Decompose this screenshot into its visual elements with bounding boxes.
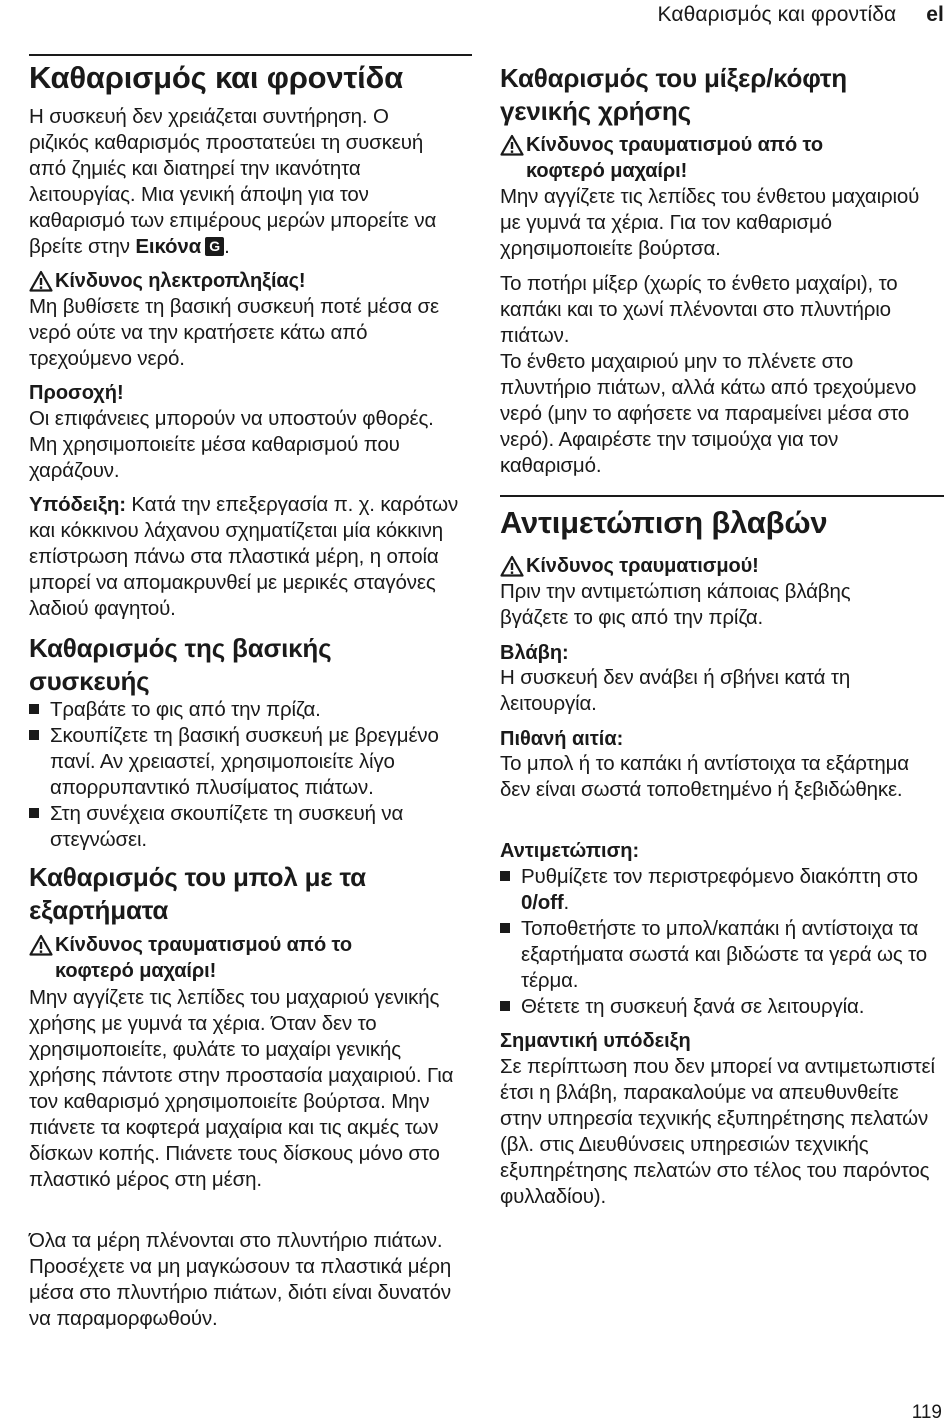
list-item: Ρυθμίζετε τον περιστρεφόμενο διακόπτη στο 0/off. — [500, 864, 944, 916]
running-header — [658, 3, 944, 27]
bullet-square-icon — [29, 801, 50, 853]
figure-reference: Εικόνα — [135, 235, 202, 258]
attention-label: Προσοχή! — [29, 382, 124, 404]
list-item: Τραβάτε το φις από την πρίζα. — [29, 697, 472, 723]
hint-text: Κατά την επεξεργασία π. χ. καρότων και κόκκινου λάχανου σχηματίζεται μία κόκκινη επίστρωση πάνω στα πλαστικά μέρη, η οποία μπορεί να απομακρυνθεί με μερικές σταγόνες λαδιού φαγητού. — [29, 493, 459, 620]
intro-end: . — [224, 235, 230, 258]
intro-paragraph — [29, 104, 449, 260]
warning-triangle-icon — [500, 555, 526, 577]
running-title: Καθαρισμός και φροντίδα — [657, 3, 897, 26]
bullet-square-icon — [500, 916, 521, 994]
list-item: Τοποθετήστε το μπολ/καπάκι ή αντίστοιχα τα εξαρτήματα σωστά και βιδώστε τα γερά ως το τέρμα. — [500, 916, 944, 994]
list-item: Στη συνέχεια σκουπίζετε τη συσκευή να στεγνώσει. — [29, 801, 472, 853]
warning-triangle-icon — [29, 270, 55, 292]
warning-injury — [500, 553, 944, 579]
warning-knife — [29, 932, 429, 984]
dishwasher-paragraph: Όλα τα μέρη πλένονται στο πλυντήριο πιάτων. Προσέχετε να μη μαγκώσουν τα πλαστικά μέρη μέσα στο πλυντήριο πιάτων, διότι είναι δυνατόν να παραμορφωθούν. — [29, 1229, 452, 1330]
hint-label: Υπόδειξη: — [29, 493, 126, 516]
attention-text: Οι επιφάνειες μπορούν να υποστούν φθορές. Μη χρησιμοποιείτε μέσα καθαρισμού που χαράζουν. — [29, 407, 434, 482]
fault-text: Η συσκευή δεν ανάβει ή σβήνει κατά τη λειτουργία. — [500, 666, 851, 715]
important-text: Σε περίπτωση που δεν μπορεί να αντιμετωπιστεί έτσι η βλάβη, παρακαλούμε να απευθυνθείτε στην υπηρεσία τεχνικής εξυπηρέτησης πελατών (βλ. στις Διευθύνσεις υπηρεσιών τεχνικής εξυπηρέτησης πελατών στο τέλος του παρόντος φυλλαδίου). — [500, 1055, 935, 1208]
warning-triangle-icon — [29, 934, 55, 956]
warning-electric-text: Μη βυθίσετε τη βασική συσκευή ποτέ μέσα σε νερό ούτε να την κρατήσετε κάτω από τρεχούμενο νερό. — [29, 295, 439, 370]
heading-bowl-cleaning: Καθαρισμός του μπολ με τα εξαρτήματα — [29, 862, 366, 925]
warning-title: Κίνδυνος τραυματισμού! — [526, 555, 759, 577]
list-item: Θέτετε τη συσκευή ξανά σε λειτουργία. — [500, 994, 944, 1020]
fault-label: Βλάβη: — [500, 642, 569, 664]
page-number: 119 — [911, 1402, 942, 1423]
warning-knife-mixer-text: Μην αγγίζετε τις λεπίδες του ένθετου μαχαιριού με γυμνά τα χέρια. Για τον καθαρισμό χρησιμοποιείτε βούρτσα. — [500, 185, 920, 260]
right-section-rule — [500, 495, 944, 497]
warning-triangle-icon — [500, 134, 526, 156]
warning-injury-text: Πριν την αντιμετώπιση κάποιας βλάβης βγάζετε το φις από την πρίζα. — [500, 580, 851, 629]
mixer-paragraph-1: Το ποτήρι μίξερ (χωρίς το ένθετο μαχαίρι), το καπάκι και το χωνί πλένονται στο πλυντήριο πιάτων. — [500, 272, 898, 347]
base-unit-steps — [29, 697, 472, 853]
section-title-cleaning: Καθαρισμός και φροντίδα — [29, 60, 403, 95]
list-item: Σκουπίζετε τη βασική συσκευή με βρεγμένο πανί. Αν χρειαστεί, χρησιμοποιείτε λίγο απορρυπαντικό πλυσίματος πιάτων. — [29, 723, 472, 801]
heading-base-unit-cleaning: Καθαρισμός της βασικής συσκευής — [29, 633, 332, 696]
figure-g-badge: G — [205, 237, 224, 256]
warning-electric-shock — [29, 268, 472, 294]
left-top-rule — [29, 54, 472, 56]
warning-title: Κίνδυνος τραυματισμού από το κοφτερό μαχαίρι! — [55, 934, 352, 982]
cause-text: Το μπολ ή το καπάκι ή αντίστοιχα τα εξάρτημα δεν είναι σωστά τοποθετημένο ή ξεβιδώθηκε. — [500, 752, 909, 801]
warning-title: Κίνδυνος ηλεκτροπληξίας! — [55, 270, 306, 292]
section-title-troubleshooting: Αντιμετώπιση βλαβών — [500, 505, 828, 540]
remedy-steps — [500, 864, 944, 1020]
intro-text: Η συσκευή δεν χρειάζεται συντήρηση. Ο ριζικός καθαρισμός προστατεύει τη συσκευή από ζημιές και διατηρεί την ικανότητα λειτουργίας. Μια γενική άποψη για τον καθαρισμό των επιμέρους μερών μπορείτε να βρείτε στην — [29, 105, 437, 258]
hint-paragraph — [29, 492, 472, 622]
bullet-square-icon — [29, 723, 50, 801]
warning-knife-mixer — [500, 132, 900, 184]
language-code: el — [926, 3, 944, 26]
important-label: Σημαντική υπόδειξη — [500, 1030, 691, 1052]
bullet-square-icon — [500, 864, 521, 916]
warning-knife-text: Μην αγγίζετε τις λεπίδες του μαχαριού γενικής χρήσης με γυμνά τα χέρια. Όταν δεν το χρησιμοποιείτε, φυλάτε το μαχαίρι γενικής χρήσης πάντοτε στην προστασία μαχαιριού. Για τον καθαρισμό χρησιμοποιείτε βούρτσα. Μην πιάνετε τα κοφτερά μαχαίρια και τις ακμές των δίσκων κοπής. Πιάνετε τους δίσκους μόνο στο πλαστικό μέρος στη μέση. — [29, 986, 454, 1191]
remedy-label: Αντιμετώπιση: — [500, 840, 640, 862]
mixer-paragraph-2: Το ένθετο μαχαιριού μην το πλένετε στο πλυντήριο πιάτων, αλλά κάτω από τρεχούμενο νερό (μην το αφήσετε να παραμείνει μέσα στο νερό). Αφαιρέστε την τσιμούχα για τον καθαρισμό. — [500, 350, 917, 477]
bullet-square-icon — [500, 994, 521, 1020]
bullet-square-icon — [29, 697, 50, 723]
warning-title: Κίνδυνος τραυματισμού από το κοφτερό μαχαίρι! — [526, 134, 823, 182]
heading-mixer-cleaning: Καθαρισμός του μίξερ/κόφτη γενικής χρήσης — [500, 63, 847, 126]
cause-label: Πιθανή αιτία: — [500, 728, 624, 750]
